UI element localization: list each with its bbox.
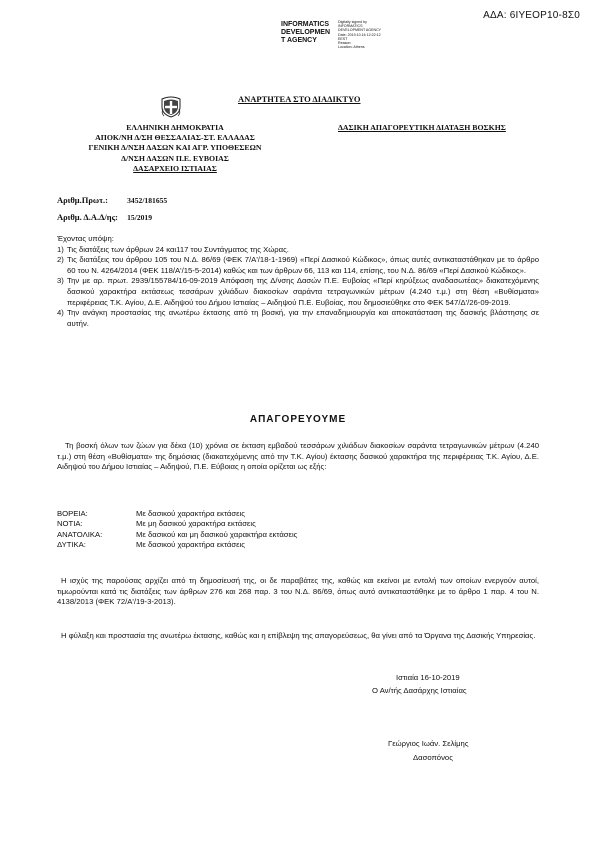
boundary-direction: ΒΟΡΕΙΑ:: [57, 509, 88, 518]
signature-line: EEST: [338, 36, 348, 41]
protocol-label: Αριθμ.Πρωτ.:: [57, 195, 108, 205]
item-number: 2): [57, 255, 64, 265]
signature-line: Date: 2019.10.16 12:22:12: [338, 32, 381, 37]
consideration-item: [57, 245, 539, 256]
protocol-number: 3452/181655: [127, 196, 168, 205]
issuer-line: ΔΑΣΑΡΧΕΙΟ ΙΣΤΙΑΙΑΣ: [133, 163, 217, 173]
issuer-block: [54, 123, 296, 174]
decision-label: Αριθμ. Δ.Α.Δ/ης:: [57, 212, 119, 222]
signature-line: Location: Athens: [338, 45, 365, 50]
boundary-row: [57, 530, 297, 540]
place-date: Ιστιαία 16-10-2019: [396, 673, 460, 682]
consideration-item: [57, 276, 539, 308]
banner-title: ΑΝΑΡΤΗΤΕΑ ΣΤΟ ΔΙΑΔΙΚΤΥΟ: [238, 94, 361, 104]
boundary-description: Με δασικού χαρακτήρα εκτάσεις: [136, 540, 245, 550]
digital-signature-stamp: [338, 20, 381, 49]
document-type: ΔΑΣΙΚΗ ΑΠΑΓΟΡΕΥΤΙΚΗ ΔΙΑΤΑΞΗ ΒΟΣΚΗΣ: [338, 123, 506, 132]
boundary-description: Με δασικού και μη δασικού χαρακτήρα εκτάσεις: [136, 529, 298, 539]
item-text: Τις διατάξεις των άρθρων 24 και117 του Συντάγματος της Χώρας.: [67, 244, 289, 254]
boundaries: [57, 509, 297, 551]
signature-line: Digitally signed by: [338, 20, 367, 24]
ada-code: ΑΔΑ: 6ΙΥΕΟΡ10-8Σ0: [483, 10, 580, 21]
protocol-row: [57, 192, 167, 209]
boundary-direction: ΑΝΑΤΟΛΙΚΑ:: [57, 529, 103, 539]
consideration-item: [57, 308, 539, 329]
issuer-line: ΓΕΝΙΚΗ Δ/ΝΣΗ ΔΑΣΩΝ ΚΑΙ ΑΓΡ. ΥΠΟΘΕΣΕΩΝ: [88, 143, 262, 153]
considerations-intro: Έχοντας υπόψη:: [57, 234, 114, 243]
signer-title: Δασοπόνος: [413, 753, 453, 762]
boundary-description: Με δασικού χαρακτήρα εκτάσεις: [136, 509, 245, 518]
consideration-item: [57, 255, 539, 276]
boundary-row: [57, 519, 297, 529]
issuer-line: Δ/ΝΣΗ ΔΑΣΩΝ Π.Ε. ΕΥΒΟΙΑΣ: [121, 153, 229, 163]
signature-line: INFORMATICS: [338, 24, 363, 29]
decision-heading: ΑΠΑΓΟΡΕΥΟΥΜΕ: [249, 414, 347, 425]
signer-name: Γεώργιος Ιωάν. Σελίμης: [388, 739, 469, 748]
validity-paragraph: Η ισχύς της παρούσας αρχίζει από τη δημοσίευσή της, οι δε παραβάτες της, καθώς και εκείνοι με εντολή των οποίων ενεργούν αυτοί, τιμωρούνται κατά τις διατάξεις των άρθρων 276 και 268 παρ. 3 του Ν.Δ. 86/69, όπως αυτό αντικαταστάθηκε με το άρθρο 1 παρ. 4 του Ν. 4138/2013 (ΦΕΚ 72/Α'/19-3-2013).: [57, 576, 539, 607]
signature-line: Reason:: [338, 41, 352, 46]
agency-line: INFORMATICS: [281, 21, 330, 28]
agency-line: T AGENCY: [281, 37, 317, 44]
item-number: 1): [57, 244, 64, 254]
protocol-block: [57, 192, 167, 226]
considerations: [57, 234, 539, 329]
decision-number: 15/2019: [127, 213, 153, 222]
issuer-line: ΕΛΛΗΝΙΚΗ ΔΗΜΟΚΡΑΤΙΑ: [126, 123, 224, 132]
greek-coat-of-arms-icon: [161, 96, 181, 118]
boundary-description: Με μη δασικού χαρακτήρα εκτάσεις: [136, 519, 256, 529]
item-number: 4): [57, 308, 64, 318]
item-number: 3): [57, 276, 64, 286]
item-text: Την με αρ. πρωτ. 2939/155784/16-09-2019 Απόφαση της Δ/νσης Δασών Π.Ε. Ευβοίας «Περί κηρύξεως αναδασωτέας» διακατεχόμενης δασικού χαρακτήρα εκτάσεως τεσσάρων χιλιάδων διακοσίων σαράντα τετραγωνικών μέτρων (4.240 τ.μ.) στη θέση «Βυθίσματα» περιφέρειας Τ.Κ. Αγίου, Δ.Ε. Αιδηψού του Δήμου Ιστιαίας – Αιδηψού Π.Ε. Ευβοίας, που δημοσιεύθηκε στο ΦΕΚ 547/Δ'/26-09-2019.: [67, 276, 539, 307]
item-text: Την ανάγκη προστασίας της ανωτέρω έκτασης από τη βοσκή, για την επαναδημιουργία και αποκατάσταση της δασικής βλάστησης σε αυτήν.: [67, 308, 539, 328]
issuer-line: ΑΠΟΚ/ΝΗ Δ/ΣΗ ΘΕΣΣΑΛΙΑΣ-ΣΤ. ΕΛΛΑΔΑΣ: [95, 133, 255, 143]
boundary-row: [57, 509, 297, 519]
boundary-direction: ΔΥΤΙΚΑ:: [57, 540, 86, 550]
signature-line: DEVELOPMENT AGENCY: [338, 28, 382, 33]
agency-name: [281, 21, 330, 45]
protocol-row: [57, 209, 167, 226]
boundary-row: [57, 540, 297, 550]
enforcement-paragraph: Η φύλαξη και προστασία της ανωτέρω έκτασης, καθώς και η επίβλεψη της απαγορεύσεως, θα γίνει από τα Όργανα της Δασικής Υπηρεσίας.: [61, 631, 536, 640]
signer-role: Ο Αν/τής Δασάρχης Ιστιαίας: [372, 686, 467, 695]
boundary-direction: ΝΟΤΙΑ:: [57, 519, 83, 529]
item-text: Τις διατάξεις του άρθρου 105 του Ν.Δ. 86/69 (ΦΕΚ 7/Α'/18-1-1969) «Περί Δασικού Κώδικος», όπως αυτές αντικαταστάθηκαν με το άρθρο 60 του Ν. 4264/2014 (ΦΕΚ 118/Α'/15-5-2014) καθώς και των άρθρων 66, 113 και 114, επίσης, του Ν.Δ. 86/69 «Περί Δασικού Κώδικος».: [67, 255, 539, 275]
decree-text: Τη βοσκή όλων των ζώων για δέκα (10) χρόνια σε έκταση εμβαδού τεσσάρων χιλιάδων διακοσίων σαράντα τετραγωνικών μέτρων (4.240 τ.μ.) στη θέση «Βυθίσματα» της δημόσιας (διακατεχόμενης από την Τ.Κ. Αγίου) έκτασης δασικού χαρακτήρα της περιφέρειας Τ.Κ. Αγίου, Δ.Ε. Αιδηψού του Δήμου Ιστιαίας – Αιδηψού, Π.Ε. Εύβοιας η οποία ορίζεται ως εξής:: [57, 441, 539, 472]
agency-line: DEVELOPMEN: [281, 29, 331, 36]
